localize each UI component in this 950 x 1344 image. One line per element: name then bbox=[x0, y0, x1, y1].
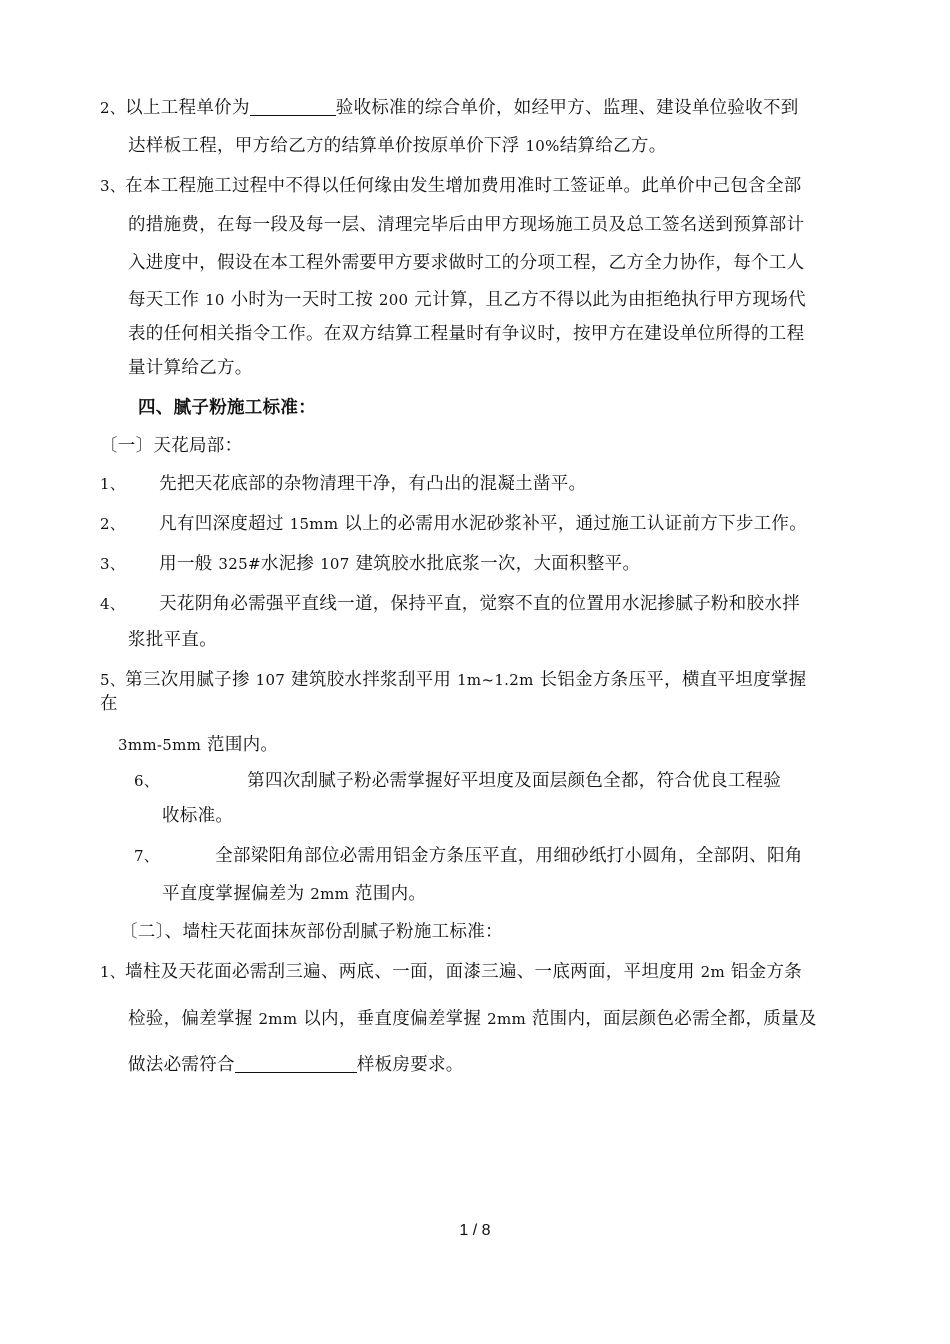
fill-in-blank bbox=[235, 1054, 357, 1073]
part-1-title: 〔一〕天花局部： bbox=[100, 436, 243, 456]
text: 第四次刮腻子粉必需掌握好平坦度及面层颜色全都，符合优良工程验 bbox=[247, 771, 782, 791]
item-number: 3、 bbox=[100, 555, 126, 573]
part-2-title: 〔二〕、墙柱天花面抹灰部份刮腻子粉施工标准： bbox=[120, 922, 503, 942]
text: 在本工程施工过程中不得以任何缘由发生增加费用准时工签证单。此单价中己包含全部 bbox=[125, 176, 802, 196]
number: 107 bbox=[255, 671, 286, 689]
part-2-item-1-line-2 bbox=[128, 1007, 817, 1031]
number: 2mm bbox=[258, 1010, 298, 1028]
number: 2m bbox=[700, 963, 725, 981]
item-3-line-4 bbox=[128, 288, 806, 312]
part-2-item-1-line-1 bbox=[100, 960, 802, 984]
text: 平直度掌握偏差为 bbox=[162, 884, 311, 904]
text: 验收标准的综合单价，如经甲方、监理、建设单位验收不到 bbox=[335, 98, 799, 118]
text: 凡有凹深度超过 bbox=[159, 514, 290, 534]
item-number: 1、 bbox=[100, 475, 126, 493]
text: 每天工作 bbox=[128, 290, 206, 310]
number: 325# bbox=[218, 555, 261, 573]
number: 10 bbox=[205, 291, 225, 309]
item-number: 6、 bbox=[134, 772, 160, 790]
text: 建筑胶水批底浆一次，大面积整平。 bbox=[349, 554, 641, 574]
text: 全部梁阳角部位必需用铝金方条压平直，用细砂纸打小圆角，全部阴、阳角 bbox=[215, 846, 803, 866]
item-number: 5、 bbox=[100, 671, 126, 689]
text: 以上的必需用水泥砂浆补平，通过施工认证前方下步工作。 bbox=[338, 514, 808, 534]
text: 以内，垂直度偏差掌握 bbox=[297, 1009, 488, 1029]
item-2-line-2 bbox=[128, 134, 667, 158]
item-3-line-2: 的措施费，在每一段及每一层、清理完毕后由甲方现场施工员及总工签名送到预算部计 bbox=[128, 215, 805, 235]
number: 2mm bbox=[310, 885, 350, 903]
number: 15mm bbox=[289, 515, 339, 533]
item-3-line-1 bbox=[100, 174, 802, 198]
item-number: 3、 bbox=[100, 177, 126, 195]
text: 结算给乙方。 bbox=[559, 136, 667, 156]
part-1-item-6-line-1 bbox=[134, 769, 781, 793]
text: 范围内。 bbox=[201, 735, 279, 755]
part-1-item-4-line-1 bbox=[100, 592, 800, 616]
part-1-item-5-line-2: 在 bbox=[100, 694, 118, 714]
item-3-line-3: 入进度中，假设在本工程外需要甲方要求做时工的分项工程，乙方全力协作，每个工人 bbox=[128, 253, 805, 273]
part-1-item-3 bbox=[100, 552, 640, 576]
text: 建筑胶水拌浆刮平用 bbox=[285, 670, 458, 690]
number: 1m~1.2m bbox=[457, 671, 534, 689]
section-heading: 四、腻子粉施工标准： bbox=[138, 398, 316, 418]
item-number: 1、 bbox=[100, 963, 126, 981]
text: 以上工程单价为 bbox=[125, 98, 250, 118]
part-1-item-2 bbox=[100, 512, 807, 536]
text: 水泥掺 bbox=[260, 554, 321, 574]
part-1-item-7-line-1 bbox=[134, 844, 803, 868]
text: 长铝金方条压平，横直平坦度掌握 bbox=[533, 670, 807, 690]
part-1-item-4-line-2: 浆批平直。 bbox=[128, 630, 217, 650]
number: 3mm-5mm bbox=[118, 736, 202, 754]
item-3-line-6: 量计算给乙方。 bbox=[128, 358, 253, 378]
text: 范围内，面层颜色必需全都，质量及 bbox=[526, 1009, 817, 1029]
text: 小时为一天时工按 bbox=[224, 290, 379, 310]
item-number: 7、 bbox=[134, 847, 160, 865]
text: 样板房要求。 bbox=[356, 1055, 464, 1075]
text: 元计算，且乙方不得以此为由拒绝执行甲方现场代 bbox=[408, 290, 806, 310]
text: 先把天花底部的杂物清理干净，有凸出的混凝土凿平。 bbox=[159, 474, 587, 494]
part-1-item-5-line-1 bbox=[100, 668, 806, 692]
item-3-line-5: 表的任何相关指令工作。在双方结算工程量时有争议时，按甲方在建设单位所得的工程 bbox=[128, 324, 805, 344]
number: 2mm bbox=[487, 1010, 527, 1028]
page-number: 1 / 8 bbox=[459, 1222, 491, 1239]
text: 墙柱及天花面必需刮三遍、两底、一面，面漆三遍、一底两面，平坦度用 bbox=[125, 962, 701, 982]
part-2-item-1-line-3 bbox=[128, 1053, 464, 1077]
text: 达样板工程，甲方给乙方的结算单价按原单价下浮 bbox=[128, 136, 526, 156]
fill-in-blank bbox=[250, 97, 336, 116]
item-2-line-1 bbox=[100, 96, 799, 120]
part-1-item-1 bbox=[100, 472, 586, 496]
number: 200 bbox=[378, 291, 409, 309]
text: 天花阴角必需强平直线一道，保持平直，觉察不直的位置用水泥掺腻子粉和胶水拌 bbox=[159, 594, 800, 614]
item-number: 4、 bbox=[100, 595, 126, 613]
part-1-item-5-line-3 bbox=[118, 733, 278, 757]
text: 范围内。 bbox=[349, 884, 427, 904]
text: 用一般 bbox=[159, 554, 219, 574]
item-number: 2、 bbox=[100, 99, 126, 117]
text: 检验，偏差掌握 bbox=[128, 1009, 259, 1029]
part-1-item-7-line-2 bbox=[162, 882, 426, 906]
text: 做法必需符合 bbox=[128, 1055, 235, 1075]
item-number: 2、 bbox=[100, 515, 126, 533]
text: 铝金方条 bbox=[725, 962, 803, 982]
percentage: 10% bbox=[525, 137, 560, 155]
number: 107 bbox=[320, 555, 350, 573]
part-1-item-6-line-2: 收标准。 bbox=[162, 806, 234, 826]
text: 第三次用腻子掺 bbox=[125, 670, 256, 690]
